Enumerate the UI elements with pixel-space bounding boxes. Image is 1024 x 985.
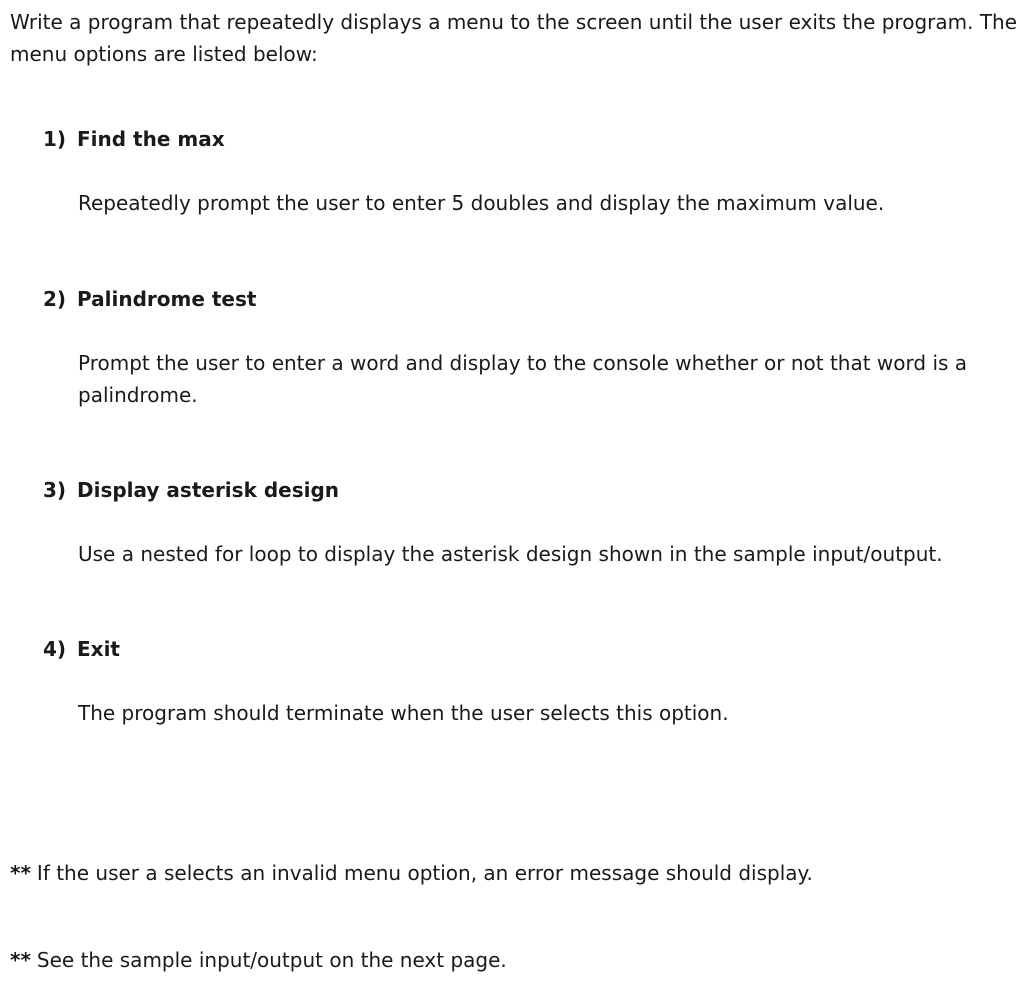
menu-option-title: Find the max — [77, 127, 225, 151]
menu-option-description: The program should terminate when the user selects this option. — [78, 701, 729, 725]
note-sample-io — [10, 946, 507, 974]
intro-paragraph: Write a program that repeatedly displays a menu to the screen until the user exits the program. The menu options are listed below: — [10, 10, 1018, 66]
note-invalid-option — [10, 859, 813, 887]
menu-option-number: 1) — [43, 127, 67, 151]
menu-option-description: Use a nested for loop to display the asterisk design shown in the sample input/output. — [78, 542, 943, 566]
menu-option-title: Exit — [77, 637, 120, 661]
menu-option-description: Prompt the user to enter a word and display to the console whether or not that word is a palindrome. — [78, 351, 968, 407]
menu-option-number: 3) — [43, 478, 67, 502]
menu-option-heading — [43, 285, 256, 313]
menu-option-heading — [43, 476, 339, 504]
menu-option-title: Display asterisk design — [77, 478, 340, 502]
menu-option-heading — [43, 125, 225, 153]
note-marker: ** — [10, 861, 31, 885]
note-marker: ** — [10, 948, 31, 972]
note-text: See the sample input/output on the next page. — [36, 948, 507, 972]
menu-option-description: Repeatedly prompt the user to enter 5 doubles and display the maximum value. — [78, 191, 885, 215]
menu-option-number: 2) — [43, 287, 67, 311]
menu-option-title: Palindrome test — [77, 287, 257, 311]
menu-option-heading — [43, 635, 120, 663]
note-text: If the user a selects an invalid menu option, an error message should display. — [36, 861, 813, 885]
menu-option-number: 4) — [43, 637, 67, 661]
